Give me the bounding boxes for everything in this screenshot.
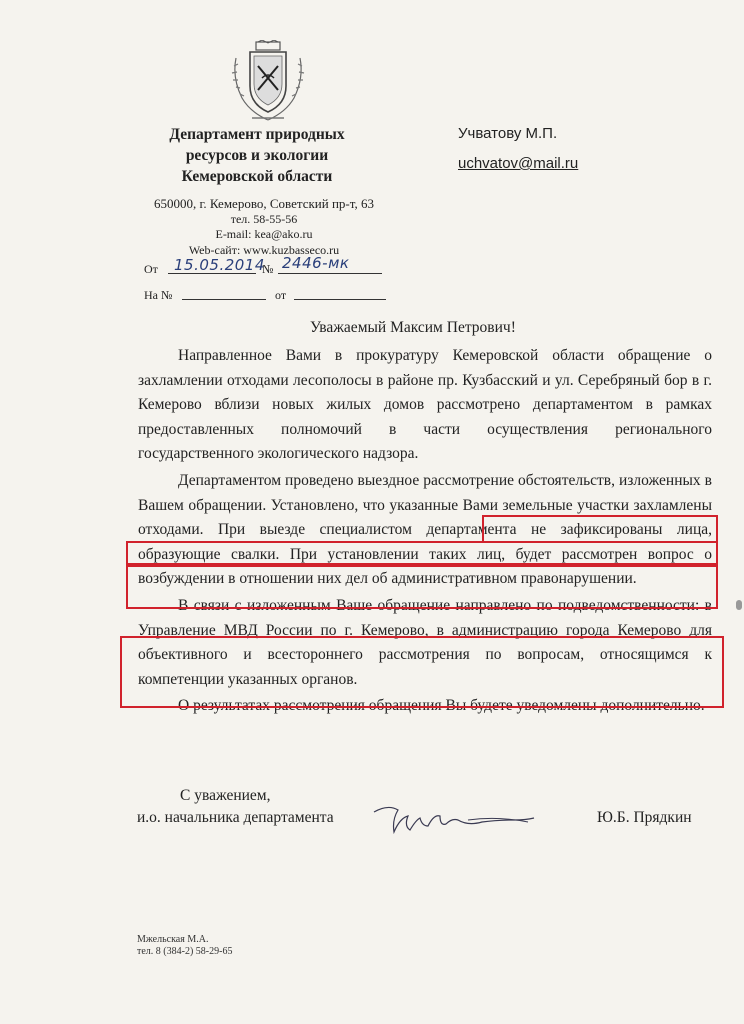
closing-phrase: С уважением, <box>180 787 271 804</box>
department-line: Департамент природных <box>169 126 345 143</box>
executor-name: Мжельская М.А. <box>137 934 209 945</box>
scan-margin-mark <box>736 600 742 610</box>
body-paragraph: Департаментом проведено выездное рассмотрение обстоятельств, изложенных в Вашем обращении. Установлено, что указанные Вами земельные участки захламлены отходами. При выезде специалистом департамента не зафиксированы лица, образующие свалки. При установлении таких лиц, будет рассмотрен вопрос о возбуждении в отношении них дел об административном правонарушении. <box>138 471 712 588</box>
postal-address: 650000, г. Кемерово, Советский пр-т, 63 <box>154 196 374 211</box>
department-address <box>134 196 394 258</box>
signer-name: Ю.Б. Прядкин <box>597 809 692 826</box>
email-line: E-mail: kea@ako.ru <box>215 227 313 241</box>
phone-line: тел. 58-55-56 <box>230 211 298 226</box>
coat-of-arms-emblem <box>228 40 308 126</box>
signer-role: и.о. начальника департамента <box>137 809 334 826</box>
date-underline <box>168 273 256 274</box>
department-line: Кемеровской области <box>181 168 333 185</box>
from-label: От <box>144 262 158 276</box>
body-paragraph: О результатах рассмотрения обращения Вы будете уведомлены дополнительно. <box>178 697 705 715</box>
number-underline <box>278 273 382 274</box>
recipient-block <box>458 125 578 172</box>
recipient-name: Учватову М.П. <box>458 125 558 142</box>
website-line: Web-сайт: www.kuzbasseco.ru <box>188 242 340 257</box>
department-line: ресурсов и экологии <box>185 147 329 164</box>
body-paragraph: В связи с изложенным Ваше обращение направлено по подведомственности: в Управление МВД России по г. Кемерово, в администрацию города Кемерово для объективного и всестороннего рассмотрения по вопросам, относящимся к компетенции указанных органов. <box>138 596 712 688</box>
highlight-box <box>126 563 718 609</box>
body-paragraph: Направленное Вами в прокуратуру Кемеровской области обращение о захламлении отходами лесополосы в районе пр. Кузбасский и ул. Серебряный бор в г. Кемерово вблизи новых жилых домов рассмотрено департаментом в рамках предоставленных полномочий в части осуществления регионального государственного экологического надзора. <box>138 347 712 463</box>
handwritten-signature <box>368 800 548 840</box>
department-name <box>142 124 372 187</box>
executor-phone: тел. 8 (384-2) 58-29-65 <box>137 946 233 957</box>
number-sign: № <box>262 262 274 276</box>
executor-info <box>137 934 232 958</box>
greeting: Уважаемый Максим Петрович! <box>310 319 516 336</box>
recipient-email[interactable]: uchvatov@mail.ru <box>458 155 579 172</box>
highlight-box <box>482 515 718 543</box>
reply-date-label: от <box>275 288 287 302</box>
reply-number-underline <box>182 299 266 300</box>
reply-date-underline <box>294 299 386 300</box>
highlight-box <box>120 636 724 708</box>
handwritten-number: 2446-мк <box>282 254 350 272</box>
reply-to-number-label: На № <box>144 288 173 302</box>
handwritten-date: 15.05.2014 <box>174 256 265 274</box>
